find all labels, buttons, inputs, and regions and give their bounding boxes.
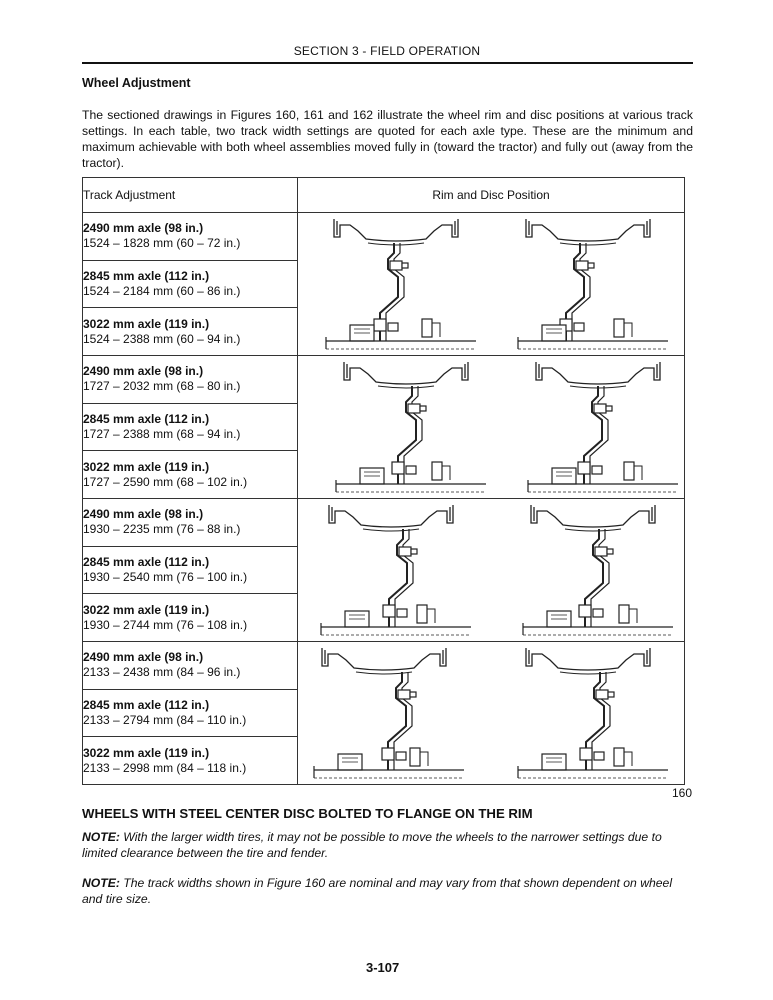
track-range: 2133 – 2998 mm (84 – 118 in.) [83,760,247,775]
axle-size: 2490 mm axle (98 in.) [83,507,204,522]
track-setting-cell [83,213,298,261]
track-setting-cell [83,356,298,404]
header-rule [82,62,693,64]
intro-paragraph: The sectioned drawings in Figures 160, 161 and 162 illustrate the wheel rim and disc positions at various track settings. In each table, two track width settings are quoted for each axle type. These are the minimum and maximum achievable with both wheel assemblies moved fully in (toward the tractor) and fully out (away from the tractor). [82,108,693,170]
figure-number: 160 [672,786,693,800]
rim-disc-diagram-1 [298,213,685,356]
track-setting-cell [83,594,298,642]
track-adjustment-table [82,177,685,785]
section-header: SECTION 3 - FIELD OPERATION [293,44,481,58]
page-number: 3-107 [366,960,400,975]
note-label: NOTE: [82,876,120,890]
rim-disc-diagram-2 [298,356,685,499]
axle-size: 2845 mm axle (112 in.) [83,697,210,712]
note-text: The track widths shown in Figure 160 are nominal and may vary from that shown dependent on wheel and tire size. [82,876,673,906]
axle-size: 2490 mm axle (98 in.) [83,650,204,665]
axle-size: 2845 mm axle (112 in.) [83,411,210,426]
track-range: 2133 – 2438 mm (84 – 96 in.) [83,665,241,680]
axle-size: 3022 mm axle (119 in.) [83,459,210,474]
track-setting-cell [83,308,298,356]
track-range: 1727 – 2032 mm (68 – 80 in.) [83,379,241,394]
track-setting-cell [83,737,298,785]
track-setting-cell [83,260,298,308]
table-row [83,499,685,547]
rim-disc-diagram-3 [298,499,685,642]
note-nominal [82,875,693,907]
axle-size: 3022 mm axle (119 in.) [83,316,210,331]
track-range: 2133 – 2794 mm (84 – 110 in.) [83,712,247,727]
axle-size: 2490 mm axle (98 in.) [83,221,204,236]
track-range: 1930 – 2744 mm (76 – 108 in.) [83,617,248,632]
column-header-rim-disc-position: Rim and Disc Position [298,178,685,213]
note-clearance [82,829,693,861]
track-range: 1930 – 2235 mm (76 – 88 in.) [83,522,241,537]
track-setting-cell [83,403,298,451]
track-range: 1524 – 2184 mm (60 – 86 in.) [83,283,241,298]
track-setting-cell [83,546,298,594]
track-setting-cell [83,499,298,547]
axle-size: 2845 mm axle (112 in.) [83,554,210,569]
track-setting-cell [83,689,298,737]
rim-disc-drawing [298,213,684,355]
note-text: With the larger width tires, it may not be possible to move the wheels to the narrower settings due to limited clearance between the tire and fender. [82,830,662,860]
table-row [83,642,685,690]
wheel-adjustment-heading: Wheel Adjustment [82,76,191,90]
steel-disc-heading: WHEELS WITH STEEL CENTER DISC BOLTED TO FLANGE ON THE RIM [82,806,533,821]
axle-size: 2490 mm axle (98 in.) [83,364,204,379]
axle-size: 3022 mm axle (119 in.) [83,602,210,617]
track-range: 1727 – 2590 mm (68 – 102 in.) [83,474,248,489]
table-row [83,356,685,404]
track-setting-cell [83,451,298,499]
track-range: 1727 – 2388 mm (68 – 94 in.) [83,426,241,441]
rim-disc-diagram-4 [298,642,685,785]
rim-disc-drawing [298,356,684,498]
table-row [83,213,685,261]
track-range: 1524 – 1828 mm (60 – 72 in.) [83,236,241,251]
axle-size: 3022 mm axle (119 in.) [83,745,210,760]
track-setting-cell [83,642,298,690]
note-label: NOTE: [82,830,120,844]
column-header-track-adjustment: Track Adjustment [83,178,298,213]
track-range: 1930 – 2540 mm (76 – 100 in.) [83,569,248,584]
axle-size: 2845 mm axle (112 in.) [83,268,210,283]
rim-disc-drawing [298,499,684,641]
rim-disc-drawing [298,642,684,784]
track-range: 1524 – 2388 mm (60 – 94 in.) [83,331,241,346]
